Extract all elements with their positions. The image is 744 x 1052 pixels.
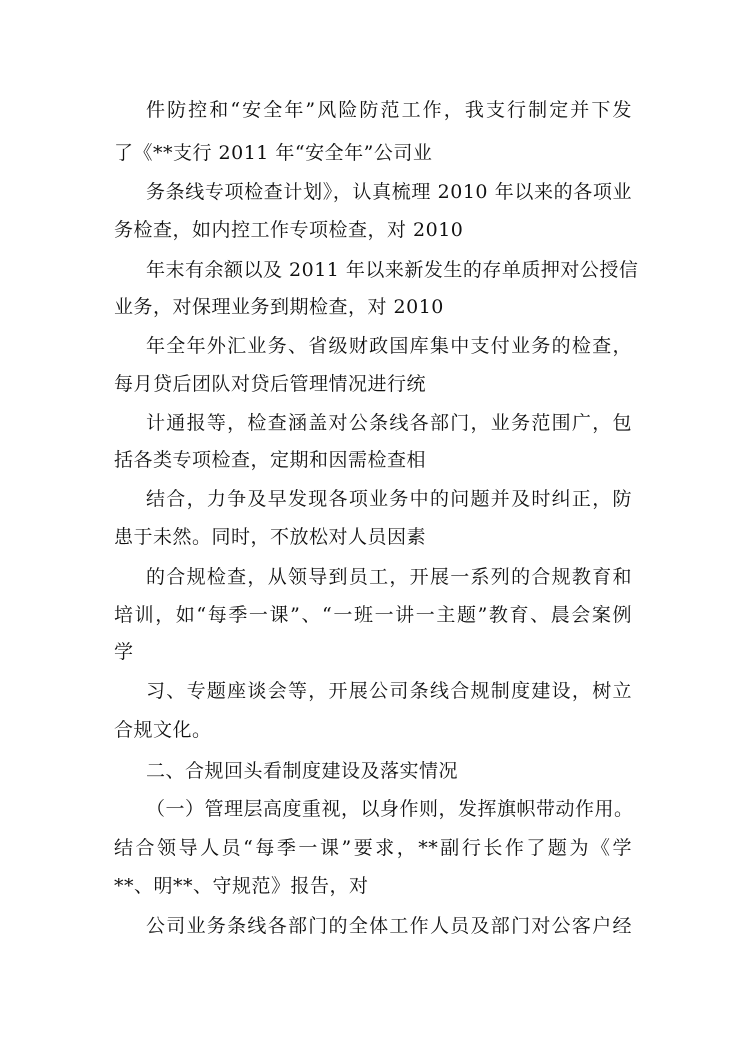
text-line: 了《**支行 2011 年“安全年”公司业 [114,142,433,164]
text-line: 业务，对保理业务到期检查，对 2010 [114,296,444,318]
text-line: 件防控和“安全年”风险防范工作，我支行制定并下发 [146,99,632,121]
text-line: 公司业务条线各部门的全体工作人员及部门对公客户经 [146,915,632,937]
text-line: **、明**、守规范》报告，对 [114,875,369,897]
text-line: 结合领导人员“每季一课”要求，**副行长作了题为《学 [114,837,632,859]
text-line: 务条线专项检查计划》，认真梳理 2010 年以来的各项业 [146,181,632,203]
text-line: 年全年外汇业务、省级财政国库集中支付业务的检查， [146,335,632,357]
text-line: 学 [114,641,134,663]
text-line: （一）管理层高度重视，以身作则，发挥旗帜带动作用。 [146,798,634,820]
text-line: 培训，如“每季一课”、“一班一讲一主题”教育、晨会案例 [114,604,632,626]
section-heading: 二、合规回头看制度建设及落实情况 [146,760,459,782]
text-line: 务检查，如内控工作专项检查，对 2010 [114,219,464,241]
text-line: 年末有余额以及 2011 年以来新发生的存单质押对公授信 [146,259,639,281]
text-line: 习、专题座谈会等，开展公司条线合规制度建设，树立 [146,680,632,702]
text-line: 患于未然。同时，不放松对人员因素 [114,526,427,548]
text-line: 合规文化。 [114,719,212,741]
text-line: 括各类专项检查，定期和因需检查相 [114,449,427,471]
text-line: 结合，力争及早发现各项业务中的问题并及时纠正，防 [146,488,632,510]
text-line: 每月贷后团队对贷后管理情况进行统 [114,373,427,395]
text-line: 的合规检查，从领导到员工，开展一系列的合规教育和 [146,566,632,588]
text-line: 计通报等，检查涵盖对公条线各部门，业务范围广，包 [146,412,632,434]
